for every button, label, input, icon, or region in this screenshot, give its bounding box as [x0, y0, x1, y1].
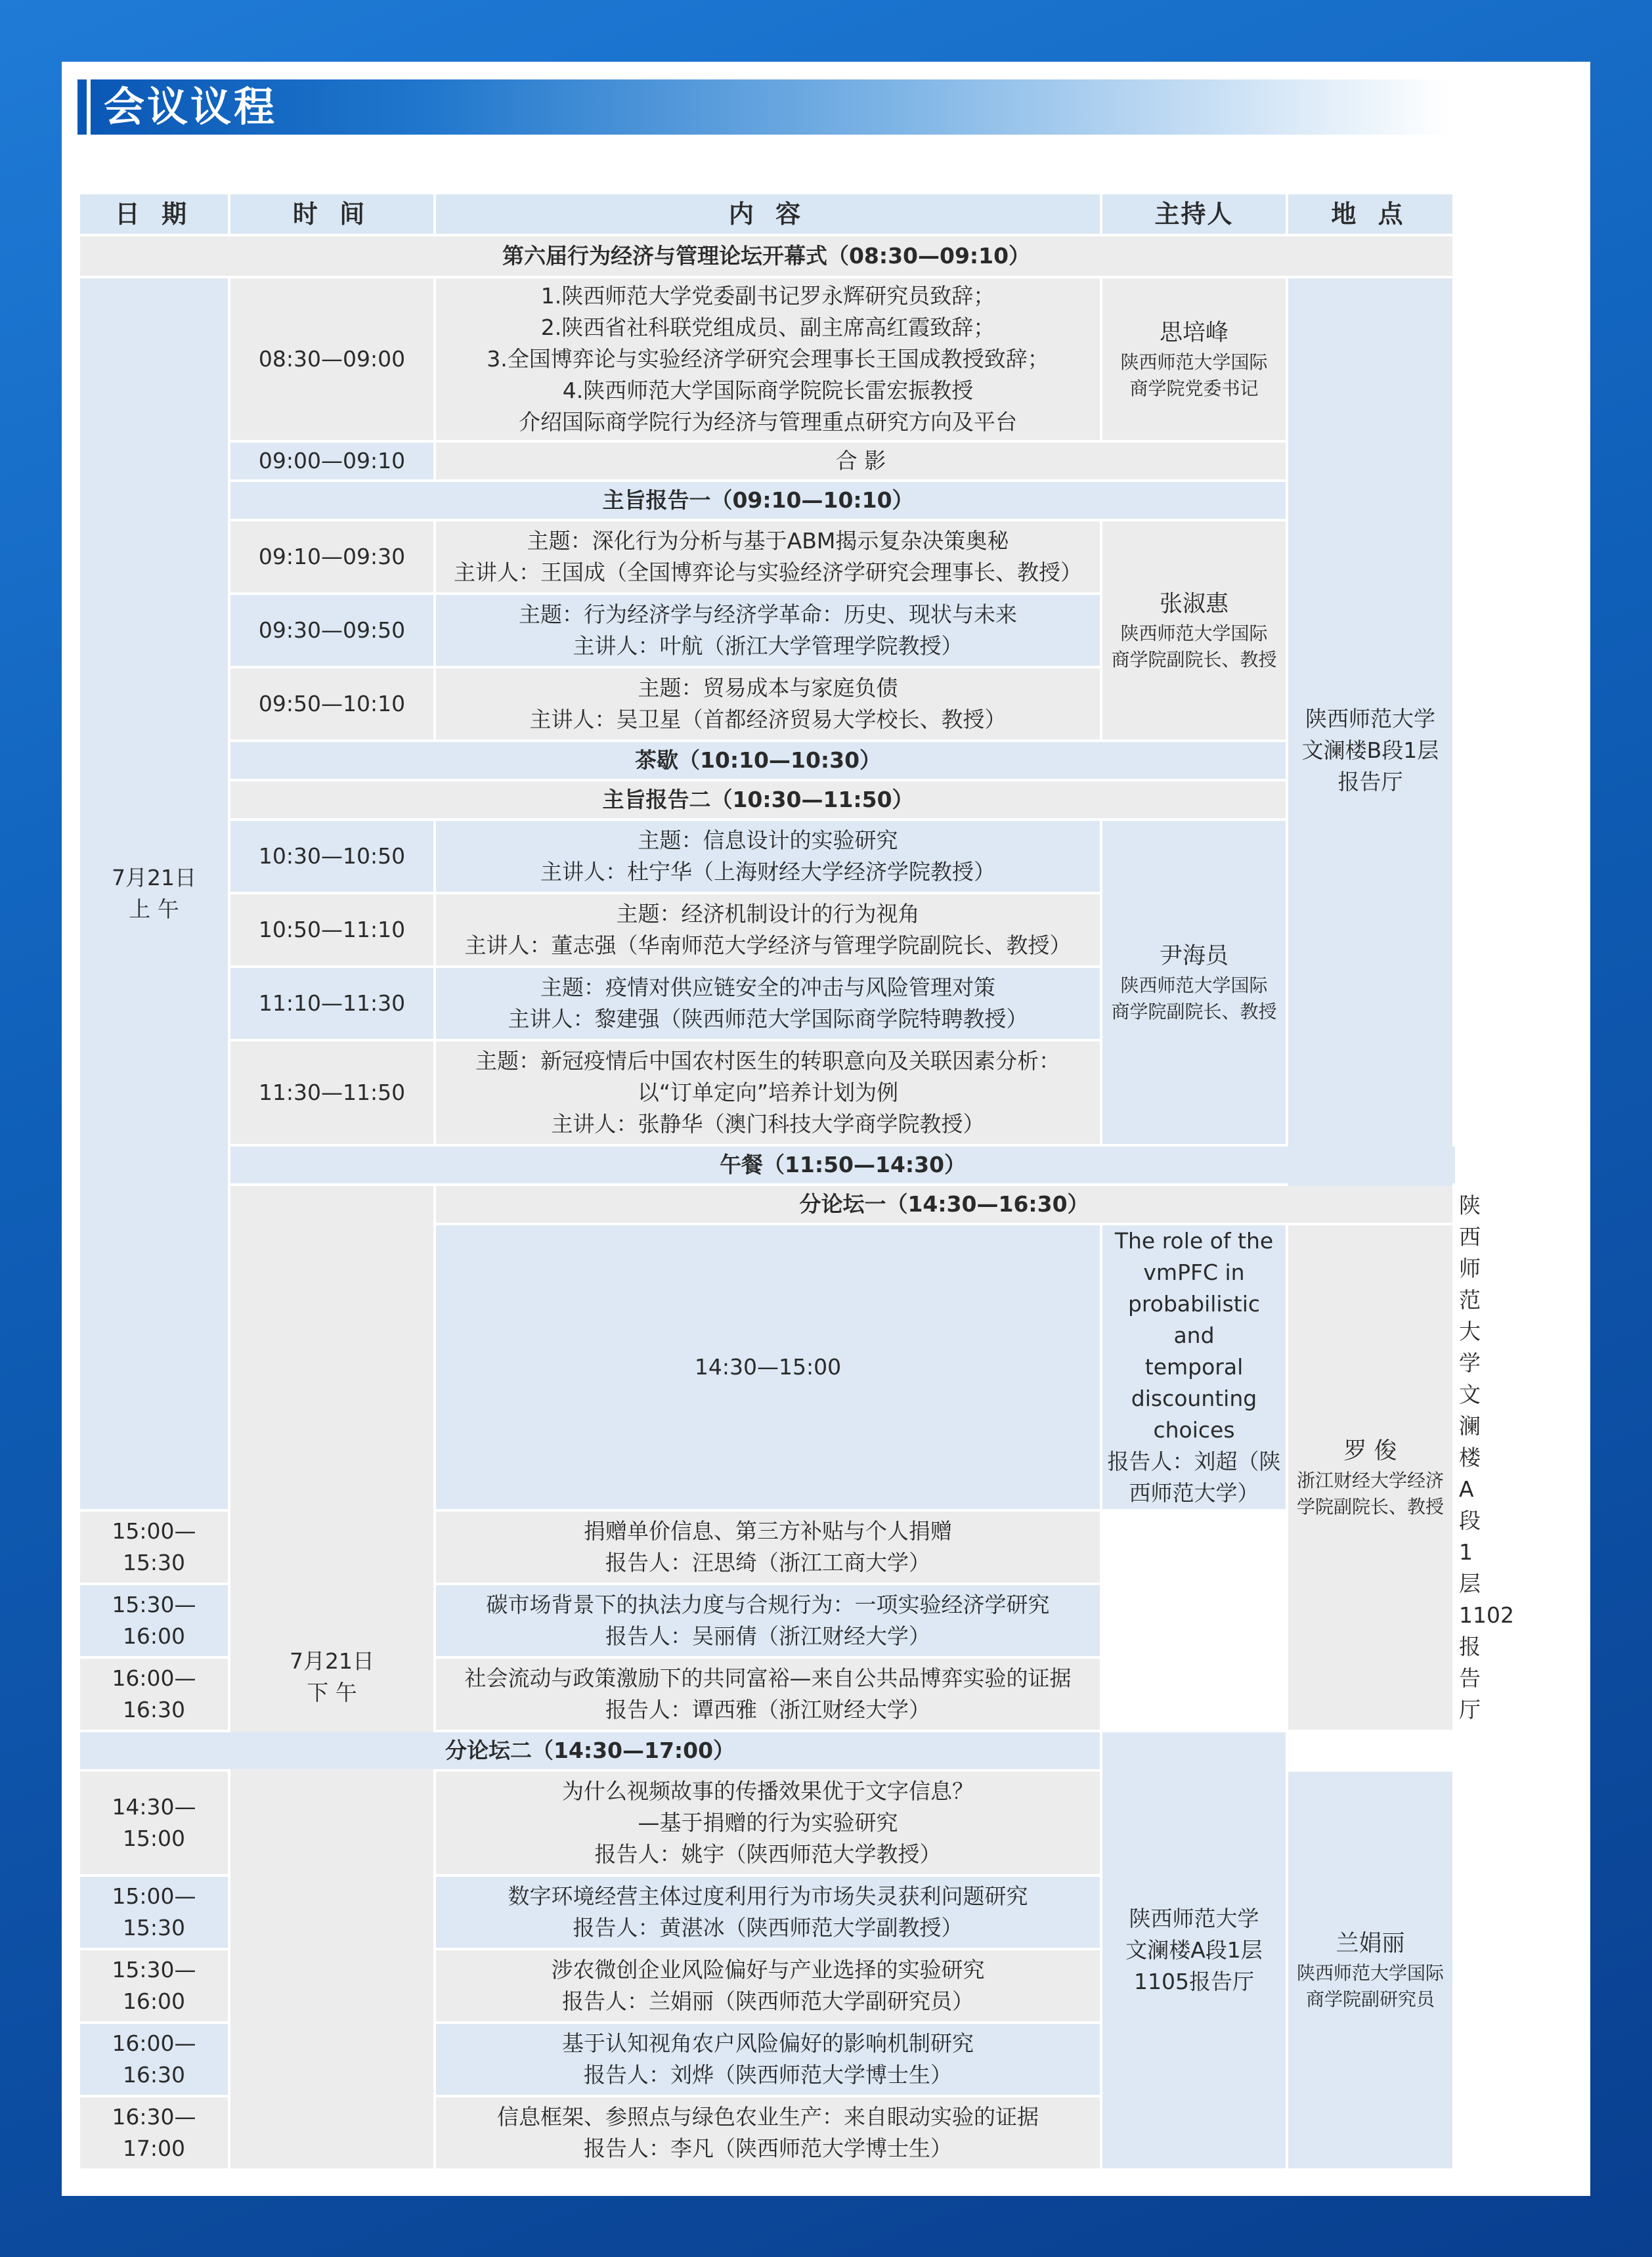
location-line: 文澜楼A段1层	[1125, 1937, 1263, 1963]
forum1-title: 分论坛一（14:30—16:30）	[436, 1186, 1452, 1223]
content-line: 1.陕西师范大学党委副书记罗永辉研究员致辞；	[540, 283, 995, 309]
talk-speaker: 主讲人：叶航（浙江大学管理学院教授）	[573, 633, 963, 659]
location-line: 报告厅	[1337, 769, 1403, 795]
header-host: 主持人	[1102, 194, 1286, 234]
header-time: 时 间	[230, 194, 433, 234]
title-accent-stripe	[77, 79, 85, 135]
talk-speaker: 报告人：刘超（陕西师范大学）	[1107, 1449, 1281, 1506]
schedule-time: 11:10—11:30	[230, 968, 433, 1039]
section-row	[80, 482, 1455, 519]
section-row	[80, 781, 1455, 818]
talk-topic: The role of the vmPFC in probabilistic and	[1114, 1228, 1274, 1348]
content-line: 介绍国际商学院行为经济与管理重点研究方向及平台	[519, 409, 1017, 435]
talk-content	[436, 595, 1100, 666]
header-content: 内 容	[436, 194, 1100, 234]
opening-row	[80, 236, 1455, 276]
talk-speaker: 报告人：黄湛冰（陕西师范大学副教授）	[573, 1915, 963, 1940]
talk-content	[436, 1659, 1100, 1730]
content-line: 3.全国博弈论与实验经济学研究会理事长王国成教授致辞；	[487, 346, 1049, 372]
talk-topic: 涉农微创企业风险偏好与产业选择的实验研究	[551, 1957, 985, 1983]
host-role: 商学院副研究员	[1305, 1988, 1435, 2010]
talk-content	[436, 968, 1100, 1039]
talk-topic: 主题：疫情对供应链安全的冲击与风险管理对策	[540, 975, 995, 1000]
talk-topic: 数字环境经营主体过度利用行为市场失灵获利问题研究	[508, 1883, 1028, 1909]
schedule-time: 16:00—16:30	[80, 1659, 228, 1730]
host-name: 罗 俊	[1343, 1438, 1397, 1464]
header-location: 地 点	[1288, 194, 1452, 234]
talk-speaker: 主讲人：黎建强（陕西师范大学国际商学院特聘教授）	[508, 1006, 1028, 1032]
section-row	[80, 1732, 1455, 1769]
talk-topic: 基于认知视角农户风险偏好的影响机制研究	[562, 2030, 974, 2056]
forum2-location-cell	[1102, 1732, 1286, 2168]
talk-content	[436, 1877, 1100, 1948]
table-row	[80, 821, 1455, 892]
title-accent-gap	[87, 79, 91, 135]
talk-content	[436, 1772, 1100, 1874]
host-cell	[1288, 1225, 1452, 1730]
talk-speaker: 报告人：姚宇（陕西师范大学教授）	[594, 1841, 942, 1867]
talk-speaker: 报告人：兰娟丽（陕西师范大学副研究员）	[562, 1988, 974, 2014]
talk-speaker: 报告人：李凡（陕西师范大学博士生）	[584, 2136, 952, 2161]
page-title: 会议议程	[104, 83, 278, 131]
talk-content	[436, 2097, 1100, 2168]
talk-content	[436, 821, 1100, 892]
schedule-time: 11:30—11:50	[230, 1041, 433, 1144]
host-cell	[1288, 1772, 1452, 2168]
host-role: 商学院党委书记	[1129, 378, 1259, 399]
forum2-title: 分论坛二（14:30—17:00）	[80, 1732, 1100, 1769]
host-role: 商学院副院长、教授	[1111, 649, 1277, 670]
talk-speaker: 主讲人：董志强（华南师范大学经济与管理学院副院长、教授）	[464, 932, 1072, 958]
talk-topic: 主题：新冠疫情后中国农村医生的转职意向及关联因素分析：	[475, 1048, 1060, 1074]
host-cell	[1102, 821, 1286, 1144]
talk-speaker: 报告人：汪思绮（浙江工商大学）	[605, 1550, 930, 1575]
talk-topic: 主题：贸易成本与家庭负债	[638, 675, 898, 701]
talk-speaker: 报告人：刘烨（陕西师范大学博士生）	[584, 2062, 952, 2088]
header-date: 日 期	[80, 194, 228, 234]
host-role: 学院副院长、教授	[1296, 1496, 1444, 1518]
opening-title: 第六届行为经济与管理论坛开幕式（08:30—09:10）	[80, 236, 1452, 276]
talk-speaker: 报告人：吴丽倩（浙江财经大学）	[605, 1623, 930, 1649]
talk-topic: 主题：深化行为分析与基于ABM揭示复杂决策奥秘	[527, 528, 1009, 554]
am-date-cell	[80, 278, 228, 1509]
am-date: 7月21日	[112, 865, 196, 890]
talk-topic: 社会流动与政策激励下的共同富裕—来自公共品博弈实验的证据	[464, 1665, 1072, 1691]
schedule-time: 15:30—16:00	[80, 1585, 228, 1656]
talk-content	[436, 521, 1100, 592]
section-title-bar	[77, 79, 1450, 135]
lunch-break: 午餐（11:50—14:30）	[230, 1147, 1455, 1183]
schedule-time: 10:50—11:10	[230, 894, 433, 965]
schedule-time: 10:30—10:50	[230, 821, 433, 892]
host-role: 陕西师范大学国际	[1120, 351, 1268, 373]
table-row	[80, 443, 1455, 479]
talk-topic: 捐赠单价信息、第三方补贴与个人捐赠	[584, 1518, 952, 1544]
host-name: 思培峰	[1159, 320, 1228, 346]
talk-topic: 信息框架、参照点与绿色农业生产：来自眼动实验的证据	[497, 2104, 1039, 2130]
agenda-table	[77, 192, 1458, 2171]
talk-content	[436, 1512, 1100, 1583]
schedule-time: 16:30—17:00	[80, 2097, 228, 2168]
host-cell	[1102, 278, 1286, 440]
location-line: 1105报告厅	[1134, 1969, 1254, 1994]
talk-topic: 以“订单定向”培养计划为例	[637, 1080, 899, 1105]
table-row	[80, 521, 1455, 592]
schedule-time: 08:30—09:00	[230, 278, 433, 440]
schedule-time: 14:30—15:00	[436, 1225, 1100, 1509]
am-location-cell	[1288, 278, 1452, 1223]
talk-topic: 主题：经济机制设计的行为视角	[616, 901, 920, 927]
talk-speaker: 主讲人：王国成（全国博弈论与实验经济学研究会理事长、教授）	[454, 559, 1082, 585]
schedule-time: 09:30—09:50	[230, 595, 433, 666]
talk-content	[436, 1950, 1100, 2021]
talk-topic: 碳市场背景下的执法力度与合规行为：一项实验经济学研究	[486, 1592, 1050, 1617]
header-row	[80, 194, 1455, 234]
location-line: 陕西师范大学	[1129, 1906, 1259, 1931]
talk-content	[436, 894, 1100, 965]
talk-content	[436, 1585, 1100, 1656]
pm-date: 7月21日	[290, 1648, 374, 1674]
content-line: 2.陕西省社科联党组成员、副主席高红霞致辞；	[540, 315, 995, 340]
keynote1-title: 主旨报告一（09:10—10:10）	[230, 482, 1286, 519]
host-role: 浙江财经大学经济	[1296, 1470, 1444, 1491]
host-name: 兰娟丽	[1336, 1931, 1405, 1957]
talk-speaker: 报告人：谭西雅（浙江财经大学）	[605, 1697, 930, 1722]
schedule-time: 15:00—15:30	[80, 1512, 228, 1583]
talk-speaker: 主讲人：吴卫星（首都经济贸易大学校长、教授）	[529, 707, 1007, 732]
photo-session: 合 影	[436, 443, 1286, 479]
talk-content	[1102, 1225, 1286, 1509]
table-row	[80, 278, 1455, 440]
section-row	[80, 742, 1455, 779]
talk-topic: —基于捐赠的行为实验研究	[638, 1810, 898, 1835]
host-role: 陕西师范大学国际	[1296, 1962, 1444, 1984]
opening-content	[436, 278, 1100, 440]
talk-topic: temporal discounting choices	[1131, 1354, 1257, 1443]
schedule-time: 15:30—16:00	[80, 1950, 228, 2021]
location-line: 陕西师范大学	[1305, 706, 1435, 732]
talk-speaker: 主讲人：杜宁华（上海财经大学经济学院教授）	[540, 859, 995, 885]
talk-content	[436, 668, 1100, 739]
host-name: 张淑惠	[1159, 591, 1228, 617]
host-role: 陕西师范大学国际	[1120, 623, 1268, 644]
lunch-row	[80, 1147, 1455, 1183]
talk-speaker: 主讲人：张静华（澳门科技大学商学院教授）	[551, 1111, 985, 1137]
schedule-time: 09:10—09:30	[230, 521, 433, 592]
schedule-time: 09:00—09:10	[230, 443, 433, 479]
tea-break: 茶歇（10:10—10:30）	[230, 742, 1286, 779]
talk-topic: 主题：信息设计的实验研究	[638, 827, 898, 853]
content-line: 4.陕西师范大学国际商学院院长雷宏振教授	[562, 378, 974, 403]
pm-period: 下 午	[307, 1680, 357, 1705]
talk-topic: 主题：行为经济学与经济学革命：历史、现状与未来	[519, 602, 1017, 627]
section-row	[80, 1186, 1455, 1223]
keynote2-title: 主旨报告二（10:30—11:50）	[230, 781, 1286, 818]
host-name: 尹海员	[1159, 943, 1228, 969]
schedule-time: 09:50—10:10	[230, 668, 433, 739]
pm-date-cell	[230, 1186, 433, 2168]
schedule-time: 16:00—16:30	[80, 2024, 228, 2095]
talk-content	[436, 2024, 1100, 2095]
schedule-time: 15:00—15:30	[80, 1877, 228, 1948]
talk-topic: 为什么视频故事的传播效果优于文字信息？	[562, 1778, 974, 1804]
host-role: 陕西师范大学国际	[1120, 975, 1268, 996]
host-cell	[1102, 521, 1286, 739]
location-line: 文澜楼B段1层	[1301, 737, 1439, 763]
schedule-time: 14:30—15:00	[80, 1772, 228, 1874]
talk-content	[436, 1041, 1100, 1144]
am-period: 上 午	[129, 896, 179, 922]
host-role: 商学院副院长、教授	[1111, 1001, 1277, 1022]
